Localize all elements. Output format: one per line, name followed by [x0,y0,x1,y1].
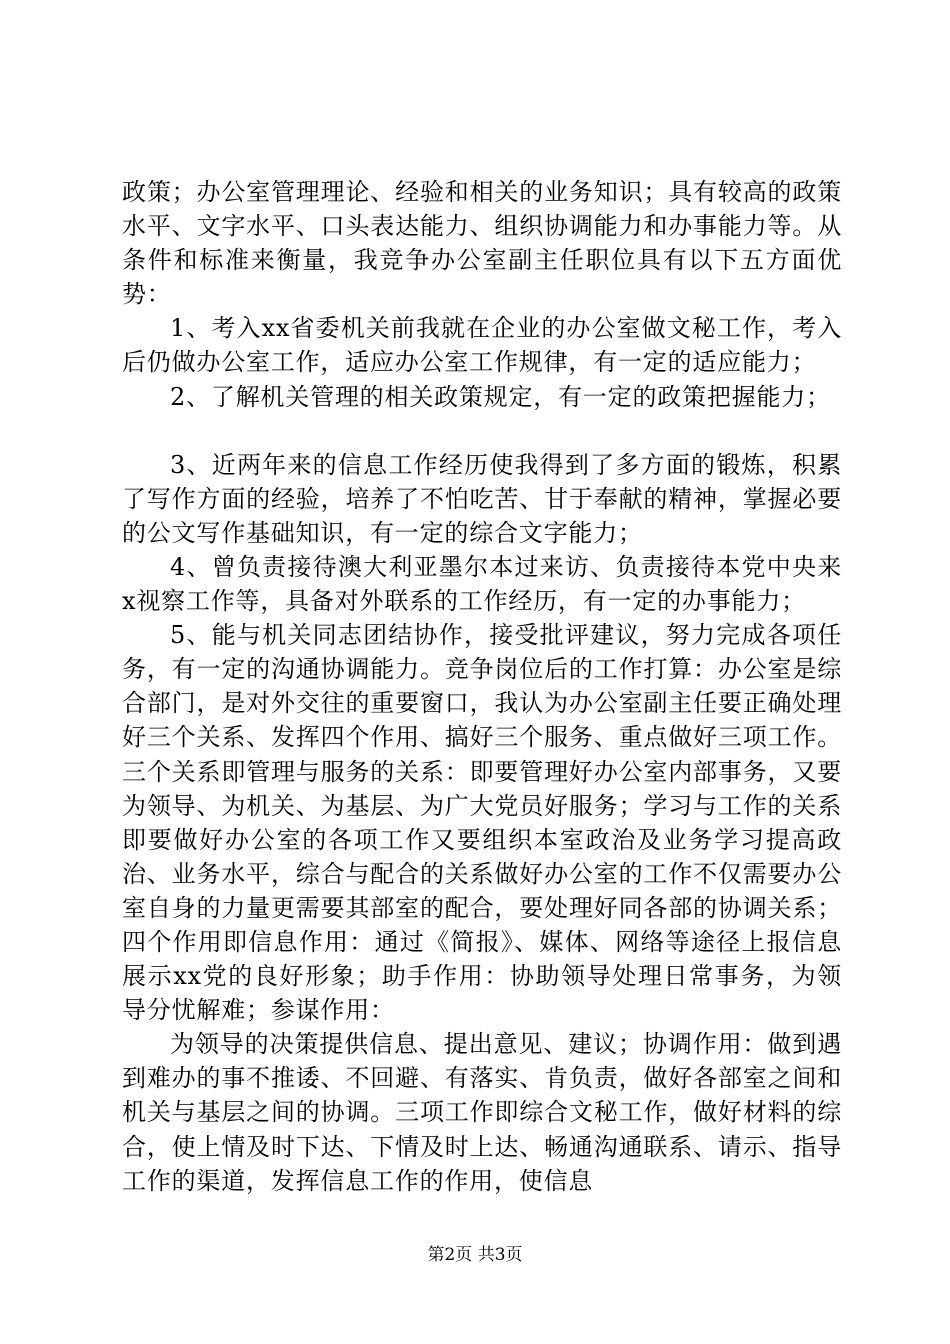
paragraph-intro: 政策；办公室管理理论、经验和相关的业务知识；具有较高的政策水平、文字水平、口头表达能力、组织协调能力和办事能力等。从条件和标准来衡量，我竞争办公室副主任职位具有以下五方面优势： [122,178,842,309]
document-body [122,175,842,1198]
paragraph-point-1: 1、考入xx省委机关前我就在企业的办公室做文秘工作，考入后仍做办公室工作，适应办公室工作规律，有一定的适应能力； [122,314,842,377]
paragraph-continuation: 为领导的决策提供信息、提出意见、建议；协调作用：做到遇到难办的事不推诿、不回避、有落实、肯负责，做好各部室之间和机关与基层之间的协调。三项工作即综合文秘工作，做好材料的综合，使上情及时下达、下情及时上达、畅通沟通联系、请示、指导工作的渠道，发挥信息工作的作用，使信息 [122,1030,842,1195]
paragraph-gap [122,414,842,448]
paragraph-point-5: 5、能与机关同志团结协作，接受批评建议，努力完成各项任务，有一定的沟通协调能力。竞争岗位后的工作打算：办公室是综合部门，是对外交往的重要窗口，我认为办公室副主任要正确处理好三个关系、发挥四个作用、搞好三个服务、重点做好三项工作。三个关系即管理与服务的关系：即要管理好办公室内部事务，又要为领导、为机关、为基层、为广大党员好服务；学习与工作的关系即要做好办公室的各项工作又要组织本室政治及业务学习提高政治、业务水平，综合与配合的关系做好办公室的工作不仅需要办公室自身的力量更需要其部室的配合，要处理好同各部的协调关系；四个作用即信息作用：通过《简报》、媒体、网络等途径上报信息展示xx党的良好形象；助手作用：协助领导处理日常事务，为领导分忧解难；参谋作用： [122,621,842,1025]
paragraph-point-4: 4、曾负责接待澳大利亚墨尔本过来访、负责接待本党中央来x视察工作等，具备对外联系的工作经历，有一定的办事能力； [122,552,842,616]
paragraph-point-3: 3、近两年来的信息工作经历使我得到了多方面的锻炼，积累了写作方面的经验，培养了不怕吃苦、甘于奉献的精神，掌握必要的公文写作基础知识，有一定的综合文字能力； [122,450,842,547]
paragraph-point-2: 2、了解机关管理的相关政策规定，有一定的政策把握能力； [170,382,831,411]
page-number-footer: 第2页 共3页 [427,1245,523,1265]
